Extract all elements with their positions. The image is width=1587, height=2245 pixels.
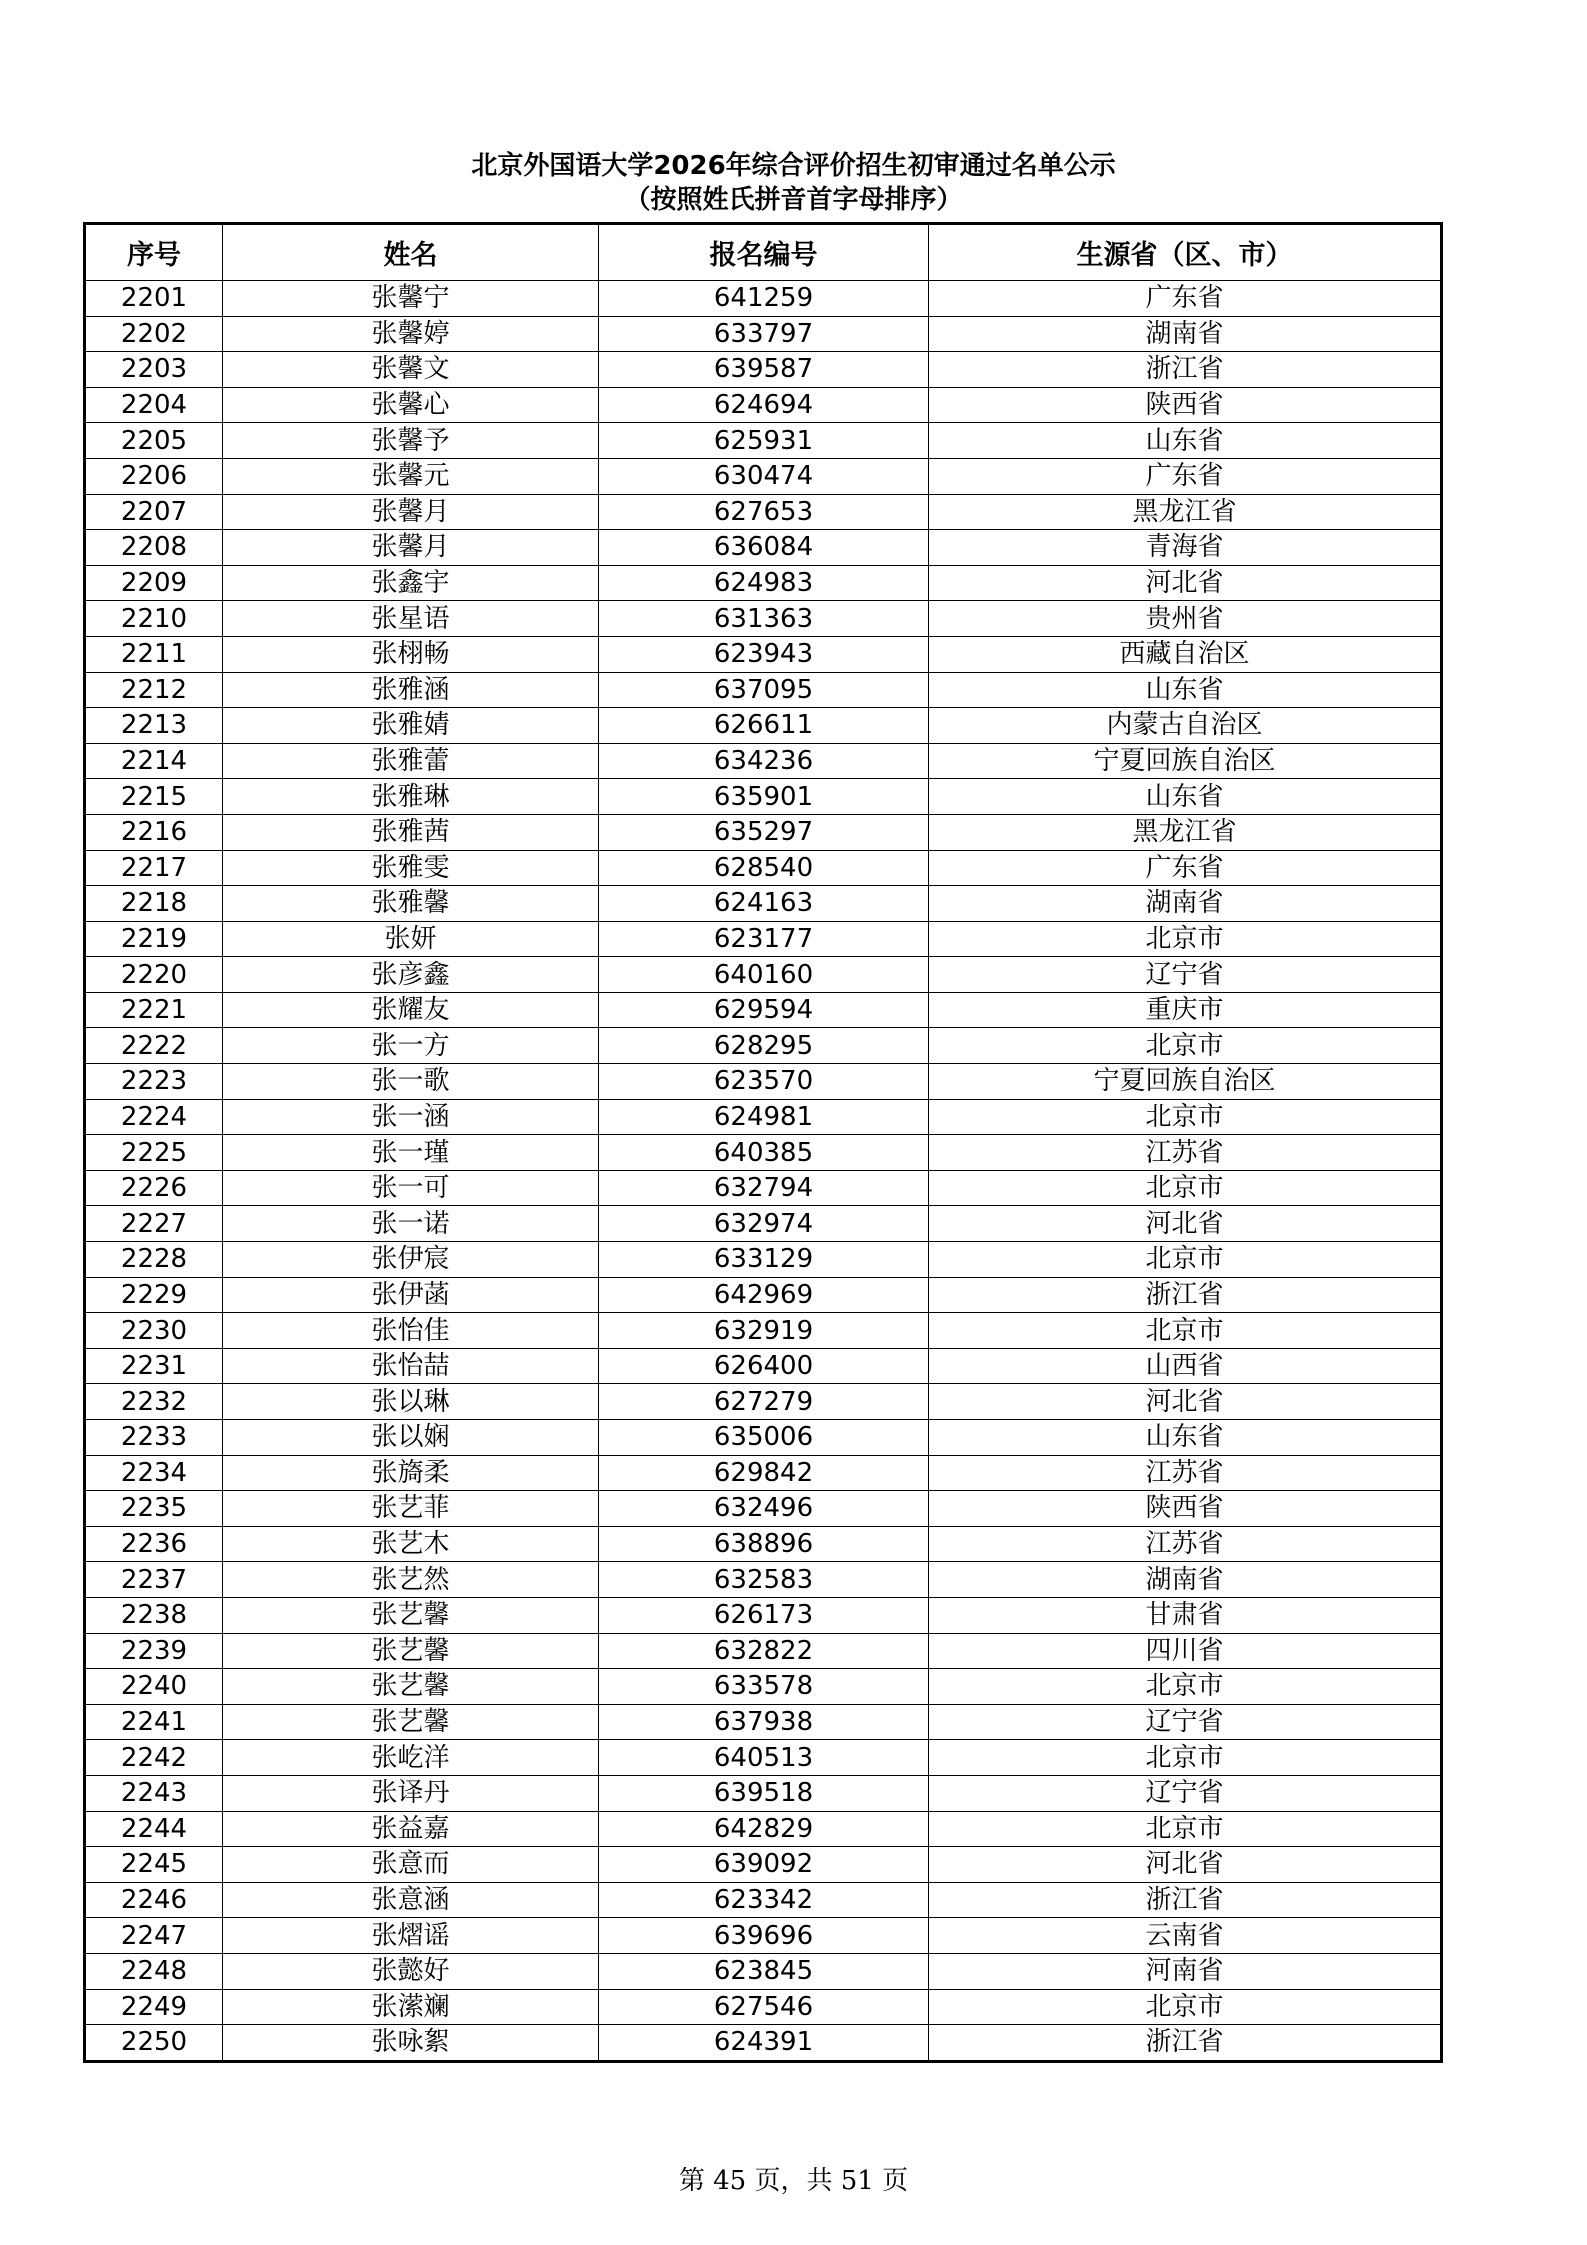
cell-name: 张艺馨 (223, 1633, 599, 1669)
cell-name: 张雅茜 (223, 814, 599, 850)
cell-registration-id: 623177 (599, 921, 929, 957)
cell-index: 2215 (85, 779, 223, 815)
cell-index: 2226 (85, 1170, 223, 1206)
cell-province: 重庆市 (929, 992, 1442, 1028)
cell-name: 张艺馨 (223, 1597, 599, 1633)
table-row (85, 352, 1442, 388)
table-row (85, 2025, 1442, 2062)
cell-index: 2221 (85, 992, 223, 1028)
cell-province: 山西省 (929, 1348, 1442, 1384)
cell-registration-id: 629594 (599, 992, 929, 1028)
cell-registration-id: 634236 (599, 743, 929, 779)
table-row (85, 1135, 1442, 1171)
cell-province: 山东省 (929, 672, 1442, 708)
table-row (85, 1064, 1442, 1100)
cell-index: 2235 (85, 1491, 223, 1527)
cell-registration-id: 628540 (599, 850, 929, 886)
cell-registration-id: 626173 (599, 1597, 929, 1633)
cell-province: 北京市 (929, 1740, 1442, 1776)
cell-name: 张一方 (223, 1028, 599, 1064)
table-row (85, 565, 1442, 601)
cell-name: 张一涵 (223, 1099, 599, 1135)
table-row (85, 1313, 1442, 1349)
cell-index: 2246 (85, 1882, 223, 1918)
cell-index: 2217 (85, 850, 223, 886)
cell-province: 山东省 (929, 779, 1442, 815)
cell-registration-id: 623845 (599, 1953, 929, 1989)
cell-name: 张以娴 (223, 1420, 599, 1456)
cell-index: 2210 (85, 601, 223, 637)
column-header-registration-id: 报名编号 (599, 224, 929, 281)
cell-index: 2220 (85, 957, 223, 993)
cell-index: 2212 (85, 672, 223, 708)
cell-index: 2202 (85, 316, 223, 352)
table-row (85, 1775, 1442, 1811)
cell-registration-id: 642829 (599, 1811, 929, 1847)
cell-province: 北京市 (929, 1242, 1442, 1278)
table-row (85, 1277, 1442, 1313)
cell-name: 张一可 (223, 1170, 599, 1206)
cell-name: 张雅涵 (223, 672, 599, 708)
table-row (85, 1384, 1442, 1420)
column-header-province: 生源省（区、市） (929, 224, 1442, 281)
cell-name: 张艺馨 (223, 1669, 599, 1705)
cell-registration-id: 623943 (599, 636, 929, 672)
cell-registration-id: 635901 (599, 779, 929, 815)
cell-name: 张译丹 (223, 1775, 599, 1811)
table-row (85, 1562, 1442, 1598)
cell-index: 2240 (85, 1669, 223, 1705)
cell-registration-id: 627279 (599, 1384, 929, 1420)
table-row (85, 672, 1442, 708)
cell-province: 青海省 (929, 530, 1442, 566)
cell-name: 张咏絮 (223, 2025, 599, 2062)
cell-index: 2222 (85, 1028, 223, 1064)
cell-name: 张艺馨 (223, 1704, 599, 1740)
cell-province: 陕西省 (929, 1491, 1442, 1527)
cell-registration-id: 640160 (599, 957, 929, 993)
cell-name: 张艺菲 (223, 1491, 599, 1527)
cell-index: 2206 (85, 458, 223, 494)
cell-name: 张雅蕾 (223, 743, 599, 779)
cell-registration-id: 635297 (599, 814, 929, 850)
cell-name: 张一诺 (223, 1206, 599, 1242)
cell-province: 宁夏回族自治区 (929, 1064, 1442, 1100)
cell-province: 云南省 (929, 1918, 1442, 1954)
cell-name: 张耀友 (223, 992, 599, 1028)
cell-province: 黑龙江省 (929, 494, 1442, 530)
cell-registration-id: 639696 (599, 1918, 929, 1954)
cell-province: 山东省 (929, 1420, 1442, 1456)
cell-province: 辽宁省 (929, 957, 1442, 993)
cell-province: 江苏省 (929, 1455, 1442, 1491)
cell-name: 张伊宸 (223, 1242, 599, 1278)
table-row (85, 494, 1442, 530)
cell-province: 河北省 (929, 565, 1442, 601)
cell-province: 江苏省 (929, 1135, 1442, 1171)
cell-name: 张鑫宇 (223, 565, 599, 601)
cell-index: 2201 (85, 281, 223, 317)
cell-province: 北京市 (929, 1028, 1442, 1064)
cell-name: 张雅雯 (223, 850, 599, 886)
cell-registration-id: 632496 (599, 1491, 929, 1527)
cell-province: 宁夏回族自治区 (929, 743, 1442, 779)
cell-index: 2233 (85, 1420, 223, 1456)
cell-registration-id: 627653 (599, 494, 929, 530)
table-row (85, 1669, 1442, 1705)
cell-registration-id: 637095 (599, 672, 929, 708)
cell-registration-id: 623342 (599, 1882, 929, 1918)
cell-index: 2248 (85, 1953, 223, 1989)
cell-index: 2242 (85, 1740, 223, 1776)
cell-name: 张以琳 (223, 1384, 599, 1420)
cell-province: 浙江省 (929, 1882, 1442, 1918)
table-row (85, 814, 1442, 850)
cell-index: 2203 (85, 352, 223, 388)
table-row (85, 316, 1442, 352)
cell-registration-id: 638896 (599, 1526, 929, 1562)
cell-registration-id: 623570 (599, 1064, 929, 1100)
table-row (85, 708, 1442, 744)
cell-index: 2218 (85, 886, 223, 922)
cell-index: 2225 (85, 1135, 223, 1171)
cell-registration-id: 628295 (599, 1028, 929, 1064)
table-row (85, 1206, 1442, 1242)
table-row (85, 1918, 1442, 1954)
cell-name: 张彦鑫 (223, 957, 599, 993)
table-row (85, 850, 1442, 886)
cell-index: 2227 (85, 1206, 223, 1242)
cell-province: 北京市 (929, 1989, 1442, 2025)
cell-registration-id: 640513 (599, 1740, 929, 1776)
table-row (85, 387, 1442, 423)
table-row (85, 458, 1442, 494)
cell-province: 北京市 (929, 1811, 1442, 1847)
cell-registration-id: 626400 (599, 1348, 929, 1384)
table-row (85, 957, 1442, 993)
cell-province: 浙江省 (929, 352, 1442, 388)
table-row (85, 1099, 1442, 1135)
cell-index: 2247 (85, 1918, 223, 1954)
cell-name: 张懿好 (223, 1953, 599, 1989)
cell-index: 2237 (85, 1562, 223, 1598)
cell-name: 张妍 (223, 921, 599, 957)
cell-province: 广东省 (929, 458, 1442, 494)
cell-province: 北京市 (929, 1313, 1442, 1349)
cell-registration-id: 637938 (599, 1704, 929, 1740)
cell-name: 张熠谣 (223, 1918, 599, 1954)
cell-index: 2229 (85, 1277, 223, 1313)
cell-registration-id: 625931 (599, 423, 929, 459)
admission-list-table (83, 222, 1443, 2063)
cell-province: 北京市 (929, 921, 1442, 957)
cell-registration-id: 624983 (599, 565, 929, 601)
cell-name: 张馨元 (223, 458, 599, 494)
table-row (85, 1597, 1442, 1633)
cell-index: 2231 (85, 1348, 223, 1384)
table-row (85, 1455, 1442, 1491)
cell-name: 张雅馨 (223, 886, 599, 922)
table-row (85, 1420, 1442, 1456)
cell-province: 河南省 (929, 1953, 1442, 1989)
cell-registration-id: 640385 (599, 1135, 929, 1171)
cell-index: 2205 (85, 423, 223, 459)
cell-registration-id: 639518 (599, 1775, 929, 1811)
page-subtitle: （按照姓氏拼音首字母排序） (624, 185, 963, 215)
cell-name: 张雅婧 (223, 708, 599, 744)
cell-province: 贵州省 (929, 601, 1442, 637)
cell-registration-id: 633129 (599, 1242, 929, 1278)
cell-index: 2211 (85, 636, 223, 672)
table-row (85, 921, 1442, 957)
cell-name: 张雅琳 (223, 779, 599, 815)
cell-name: 张旖柔 (223, 1455, 599, 1491)
cell-name: 张艺木 (223, 1526, 599, 1562)
cell-index: 2213 (85, 708, 223, 744)
cell-index: 2241 (85, 1704, 223, 1740)
cell-province: 湖南省 (929, 316, 1442, 352)
cell-index: 2208 (85, 530, 223, 566)
cell-province: 辽宁省 (929, 1704, 1442, 1740)
cell-index: 2223 (85, 1064, 223, 1100)
table-row (85, 1633, 1442, 1669)
cell-province: 湖南省 (929, 886, 1442, 922)
cell-registration-id: 633797 (599, 316, 929, 352)
page-number: 第 45 页，共 51 页 (678, 2166, 909, 2196)
table-row (85, 1740, 1442, 1776)
table-row (85, 1491, 1442, 1527)
cell-index: 2224 (85, 1099, 223, 1135)
cell-index: 2234 (85, 1455, 223, 1491)
table-row (85, 1704, 1442, 1740)
table-row (85, 601, 1442, 637)
cell-index: 2243 (85, 1775, 223, 1811)
table-row (85, 1242, 1442, 1278)
cell-registration-id: 633578 (599, 1669, 929, 1705)
cell-index: 2250 (85, 2025, 223, 2062)
table-row (85, 1028, 1442, 1064)
cell-name: 张伊菡 (223, 1277, 599, 1313)
table-row (85, 1811, 1442, 1847)
cell-registration-id: 642969 (599, 1277, 929, 1313)
cell-index: 2207 (85, 494, 223, 530)
cell-index: 2236 (85, 1526, 223, 1562)
cell-name: 张馨婷 (223, 316, 599, 352)
cell-registration-id: 635006 (599, 1420, 929, 1456)
cell-index: 2249 (85, 1989, 223, 2025)
cell-name: 张潆斓 (223, 1989, 599, 2025)
cell-province: 广东省 (929, 281, 1442, 317)
cell-registration-id: 629842 (599, 1455, 929, 1491)
cell-registration-id: 632583 (599, 1562, 929, 1598)
cell-registration-id: 626611 (599, 708, 929, 744)
cell-index: 2219 (85, 921, 223, 957)
cell-registration-id: 624981 (599, 1099, 929, 1135)
cell-index: 2238 (85, 1597, 223, 1633)
cell-registration-id: 630474 (599, 458, 929, 494)
column-header-index: 序号 (85, 224, 223, 281)
cell-index: 2228 (85, 1242, 223, 1278)
cell-name: 张屹洋 (223, 1740, 599, 1776)
table-row (85, 992, 1442, 1028)
cell-province: 黑龙江省 (929, 814, 1442, 850)
cell-registration-id: 636084 (599, 530, 929, 566)
cell-registration-id: 624391 (599, 2025, 929, 2062)
table-body (85, 281, 1442, 2062)
cell-index: 2216 (85, 814, 223, 850)
cell-registration-id: 632919 (599, 1313, 929, 1349)
cell-province: 四川省 (929, 1633, 1442, 1669)
table-row (85, 886, 1442, 922)
cell-province: 浙江省 (929, 2025, 1442, 2062)
cell-registration-id: 632822 (599, 1633, 929, 1669)
table-row (85, 530, 1442, 566)
table-row (85, 743, 1442, 779)
cell-name: 张馨月 (223, 494, 599, 530)
cell-name: 张馨宁 (223, 281, 599, 317)
cell-registration-id: 639587 (599, 352, 929, 388)
cell-registration-id: 641259 (599, 281, 929, 317)
table-row (85, 1526, 1442, 1562)
cell-name: 张栩畅 (223, 636, 599, 672)
table-row (85, 423, 1442, 459)
cell-index: 2232 (85, 1384, 223, 1420)
cell-index: 2209 (85, 565, 223, 601)
cell-province: 北京市 (929, 1099, 1442, 1135)
table-row (85, 1953, 1442, 1989)
table-header-row (85, 224, 1442, 281)
cell-name: 张一瑾 (223, 1135, 599, 1171)
table-row (85, 1882, 1442, 1918)
cell-province: 甘肃省 (929, 1597, 1442, 1633)
cell-province: 北京市 (929, 1170, 1442, 1206)
cell-province: 西藏自治区 (929, 636, 1442, 672)
cell-name: 张星语 (223, 601, 599, 637)
table-row (85, 1847, 1442, 1883)
cell-name: 张馨文 (223, 352, 599, 388)
cell-province: 内蒙古自治区 (929, 708, 1442, 744)
cell-name: 张益嘉 (223, 1811, 599, 1847)
table-row (85, 779, 1442, 815)
cell-registration-id: 624694 (599, 387, 929, 423)
cell-province: 江苏省 (929, 1526, 1442, 1562)
table-row (85, 1348, 1442, 1384)
cell-name: 张怡佳 (223, 1313, 599, 1349)
cell-index: 2214 (85, 743, 223, 779)
cell-index: 2244 (85, 1811, 223, 1847)
cell-province: 浙江省 (929, 1277, 1442, 1313)
page-title: 北京外国语大学2026年综合评价招生初审通过名单公示 (471, 151, 1116, 181)
cell-registration-id: 627546 (599, 1989, 929, 2025)
cell-province: 辽宁省 (929, 1775, 1442, 1811)
cell-province: 湖南省 (929, 1562, 1442, 1598)
column-header-name: 姓名 (223, 224, 599, 281)
cell-province: 山东省 (929, 423, 1442, 459)
cell-registration-id: 632974 (599, 1206, 929, 1242)
cell-name: 张馨月 (223, 530, 599, 566)
cell-name: 张意而 (223, 1847, 599, 1883)
cell-name: 张意涵 (223, 1882, 599, 1918)
cell-index: 2245 (85, 1847, 223, 1883)
cell-name: 张馨予 (223, 423, 599, 459)
cell-index: 2204 (85, 387, 223, 423)
cell-registration-id: 639092 (599, 1847, 929, 1883)
cell-registration-id: 624163 (599, 886, 929, 922)
table-row (85, 636, 1442, 672)
cell-province: 河北省 (929, 1384, 1442, 1420)
cell-province: 河北省 (929, 1206, 1442, 1242)
cell-name: 张怡喆 (223, 1348, 599, 1384)
cell-province: 北京市 (929, 1669, 1442, 1705)
cell-registration-id: 631363 (599, 601, 929, 637)
cell-name: 张馨心 (223, 387, 599, 423)
cell-province: 陕西省 (929, 387, 1442, 423)
table-row (85, 1989, 1442, 2025)
cell-index: 2239 (85, 1633, 223, 1669)
cell-province: 河北省 (929, 1847, 1442, 1883)
cell-name: 张艺然 (223, 1562, 599, 1598)
cell-registration-id: 632794 (599, 1170, 929, 1206)
cell-name: 张一歌 (223, 1064, 599, 1100)
cell-province: 广东省 (929, 850, 1442, 886)
cell-index: 2230 (85, 1313, 223, 1349)
table-row (85, 281, 1442, 317)
table-row (85, 1170, 1442, 1206)
